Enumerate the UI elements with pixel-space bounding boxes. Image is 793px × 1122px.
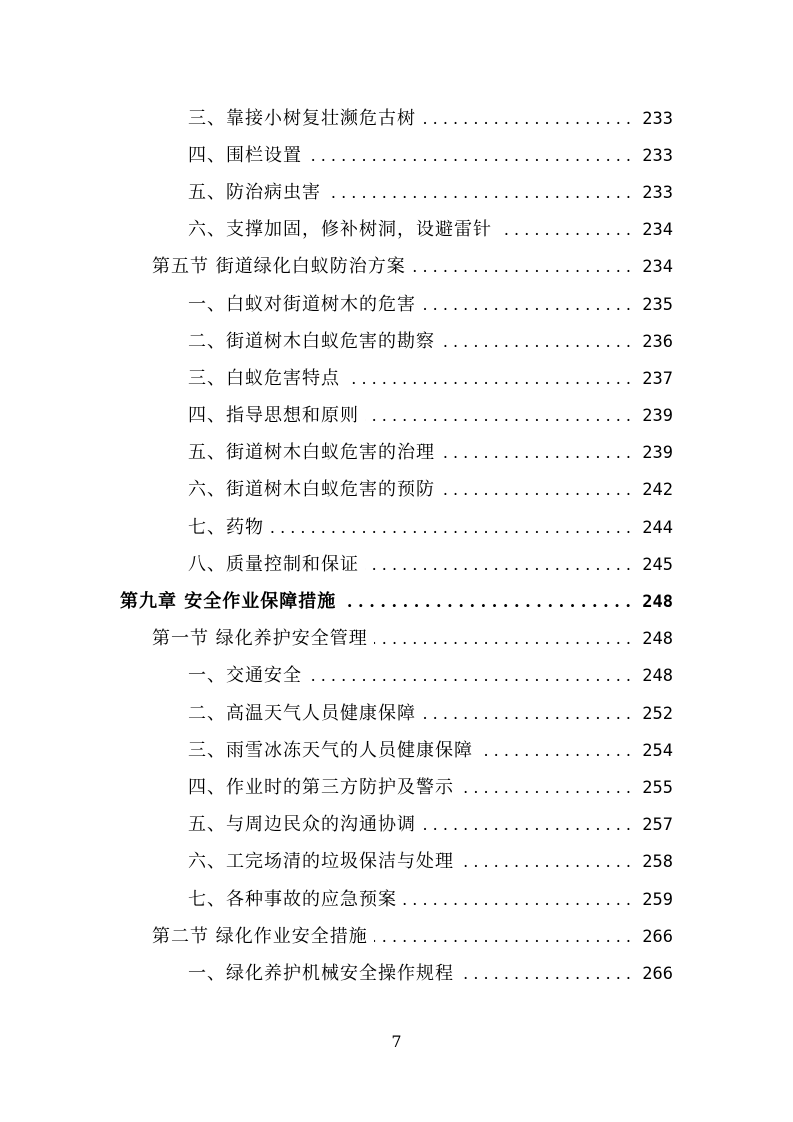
toc-entry-page-number: 237: [642, 368, 673, 389]
toc-dot-leader: [460, 850, 631, 874]
toc-item-entry[interactable]: [0, 100, 793, 137]
table-of-contents: [0, 100, 793, 993]
toc-entry-title: 八、质量控制和保证: [188, 553, 359, 575]
toc-entry-title: 六、工完场清的垃圾保洁与处理: [188, 851, 454, 873]
toc-dot-leader: [441, 441, 631, 465]
toc-dot-leader: [374, 627, 631, 651]
toc-item-entry[interactable]: [0, 732, 793, 769]
toc-item-entry[interactable]: [0, 435, 793, 472]
toc-item-entry[interactable]: [0, 360, 793, 397]
page-number: 7: [391, 1032, 402, 1051]
toc-entry-title: 五、街道树木白蚁危害的治理: [188, 442, 435, 464]
toc-entry-title: 五、防治病虫害: [188, 181, 321, 203]
toc-item-entry[interactable]: [0, 658, 793, 695]
toc-item-entry[interactable]: [0, 807, 793, 844]
toc-dot-leader: [460, 776, 631, 800]
toc-dot-leader: [346, 367, 631, 391]
toc-dot-leader: [422, 702, 631, 726]
toc-entry-title: 第九章 安全作业保障措施: [120, 591, 337, 613]
toc-dot-leader: [422, 813, 631, 837]
toc-dot-leader: [422, 293, 631, 317]
toc-entry-page-number: 233: [642, 145, 673, 166]
toc-entry-page-number: 248: [642, 666, 673, 687]
toc-dot-leader: [422, 107, 631, 131]
toc-entry-page-number: 233: [642, 108, 673, 129]
toc-entry-title: 四、围栏设置: [188, 144, 302, 166]
toc-dot-leader: [342, 590, 631, 614]
toc-entry-page-number: 235: [642, 294, 673, 315]
toc-dot-leader: [441, 478, 631, 502]
toc-entry-page-number: 244: [642, 517, 673, 538]
toc-entry-title: 四、作业时的第三方防护及警示: [188, 776, 454, 798]
toc-entry-title: 二、街道树木白蚁危害的勘察: [188, 330, 435, 352]
toc-dot-leader: [412, 255, 631, 279]
toc-item-entry[interactable]: [0, 286, 793, 323]
toc-dot-leader: [374, 925, 631, 949]
toc-entry-page-number: 258: [642, 852, 673, 873]
toc-entry-page-number: 259: [642, 889, 673, 910]
toc-entry-title: 三、白蚁危害特点: [188, 367, 340, 389]
toc-dot-leader: [479, 739, 631, 763]
toc-entry-page-number: 248: [642, 592, 673, 613]
toc-item-entry[interactable]: [0, 844, 793, 881]
toc-entry-title: 五、与周边民众的沟通协调: [188, 814, 416, 836]
toc-entry-title: 二、高温天气人员健康保障: [188, 702, 416, 724]
toc-item-entry[interactable]: [0, 509, 793, 546]
toc-item-entry[interactable]: [0, 137, 793, 174]
toc-item-entry[interactable]: [0, 174, 793, 211]
toc-entry-title: 六、街道树木白蚁危害的预防: [188, 479, 435, 501]
toc-entry-page-number: 266: [642, 926, 673, 947]
toc-dot-leader: [403, 888, 631, 912]
toc-entry-page-number: 248: [642, 629, 673, 650]
toc-entry-page-number: 234: [642, 220, 673, 241]
toc-entry-title: 一、绿化养护机械安全操作规程: [188, 962, 454, 984]
toc-entry-page-number: 234: [642, 257, 673, 278]
toc-entry-title: 四、指导思想和原则: [188, 405, 359, 427]
toc-dot-leader: [441, 330, 631, 354]
toc-entry-page-number: 257: [642, 815, 673, 836]
toc-item-entry[interactable]: [0, 769, 793, 806]
toc-chapter-entry[interactable]: [0, 583, 793, 620]
toc-item-entry[interactable]: [0, 398, 793, 435]
toc-dot-leader: [365, 553, 631, 577]
toc-entry-title: 七、药物: [188, 516, 264, 538]
toc-dot-leader: [365, 404, 631, 428]
toc-entry-title: 三、雨雪冰冻天气的人员健康保障: [188, 739, 473, 761]
toc-entry-page-number: 239: [642, 443, 673, 464]
toc-dot-leader: [270, 516, 631, 540]
toc-entry-page-number: 255: [642, 777, 673, 798]
toc-dot-leader: [460, 962, 631, 986]
toc-entry-title: 第一节 绿化养护安全管理: [152, 628, 368, 650]
toc-item-entry[interactable]: [0, 695, 793, 732]
toc-section-entry[interactable]: [0, 249, 793, 286]
toc-entry-page-number: 233: [642, 182, 673, 203]
toc-entry-title: 一、白蚁对街道树木的危害: [188, 293, 416, 315]
toc-entry-page-number: 239: [642, 406, 673, 427]
toc-entry-page-number: 236: [642, 331, 673, 352]
toc-item-entry[interactable]: [0, 546, 793, 583]
toc-dot-leader: [308, 144, 631, 168]
toc-section-entry[interactable]: [0, 621, 793, 658]
toc-item-entry[interactable]: [0, 212, 793, 249]
toc-entry-page-number: 266: [642, 963, 673, 984]
toc-section-entry[interactable]: [0, 918, 793, 955]
toc-entry-title: 六、支撑加固，修补树洞，设避雷针: [188, 219, 492, 241]
toc-entry-title: 七、各种事故的应急预案: [188, 888, 397, 910]
toc-item-entry[interactable]: [0, 881, 793, 918]
toc-item-entry[interactable]: [0, 955, 793, 992]
toc-entry-title: 第五节 街道绿化白蚁防治方案: [152, 256, 406, 278]
toc-item-entry[interactable]: [0, 323, 793, 360]
toc-entry-title: 一、交通安全: [188, 665, 302, 687]
toc-item-entry[interactable]: [0, 472, 793, 509]
toc-dot-leader: [327, 181, 631, 205]
toc-dot-leader: [498, 218, 631, 242]
toc-dot-leader: [308, 664, 631, 688]
toc-entry-page-number: 242: [642, 480, 673, 501]
toc-entry-title: 第二节 绿化作业安全措施: [152, 925, 368, 947]
toc-entry-page-number: 252: [642, 703, 673, 724]
toc-entry-title: 三、靠接小树复壮濒危古树: [188, 107, 416, 129]
toc-entry-page-number: 245: [642, 554, 673, 575]
toc-entry-page-number: 254: [642, 740, 673, 761]
